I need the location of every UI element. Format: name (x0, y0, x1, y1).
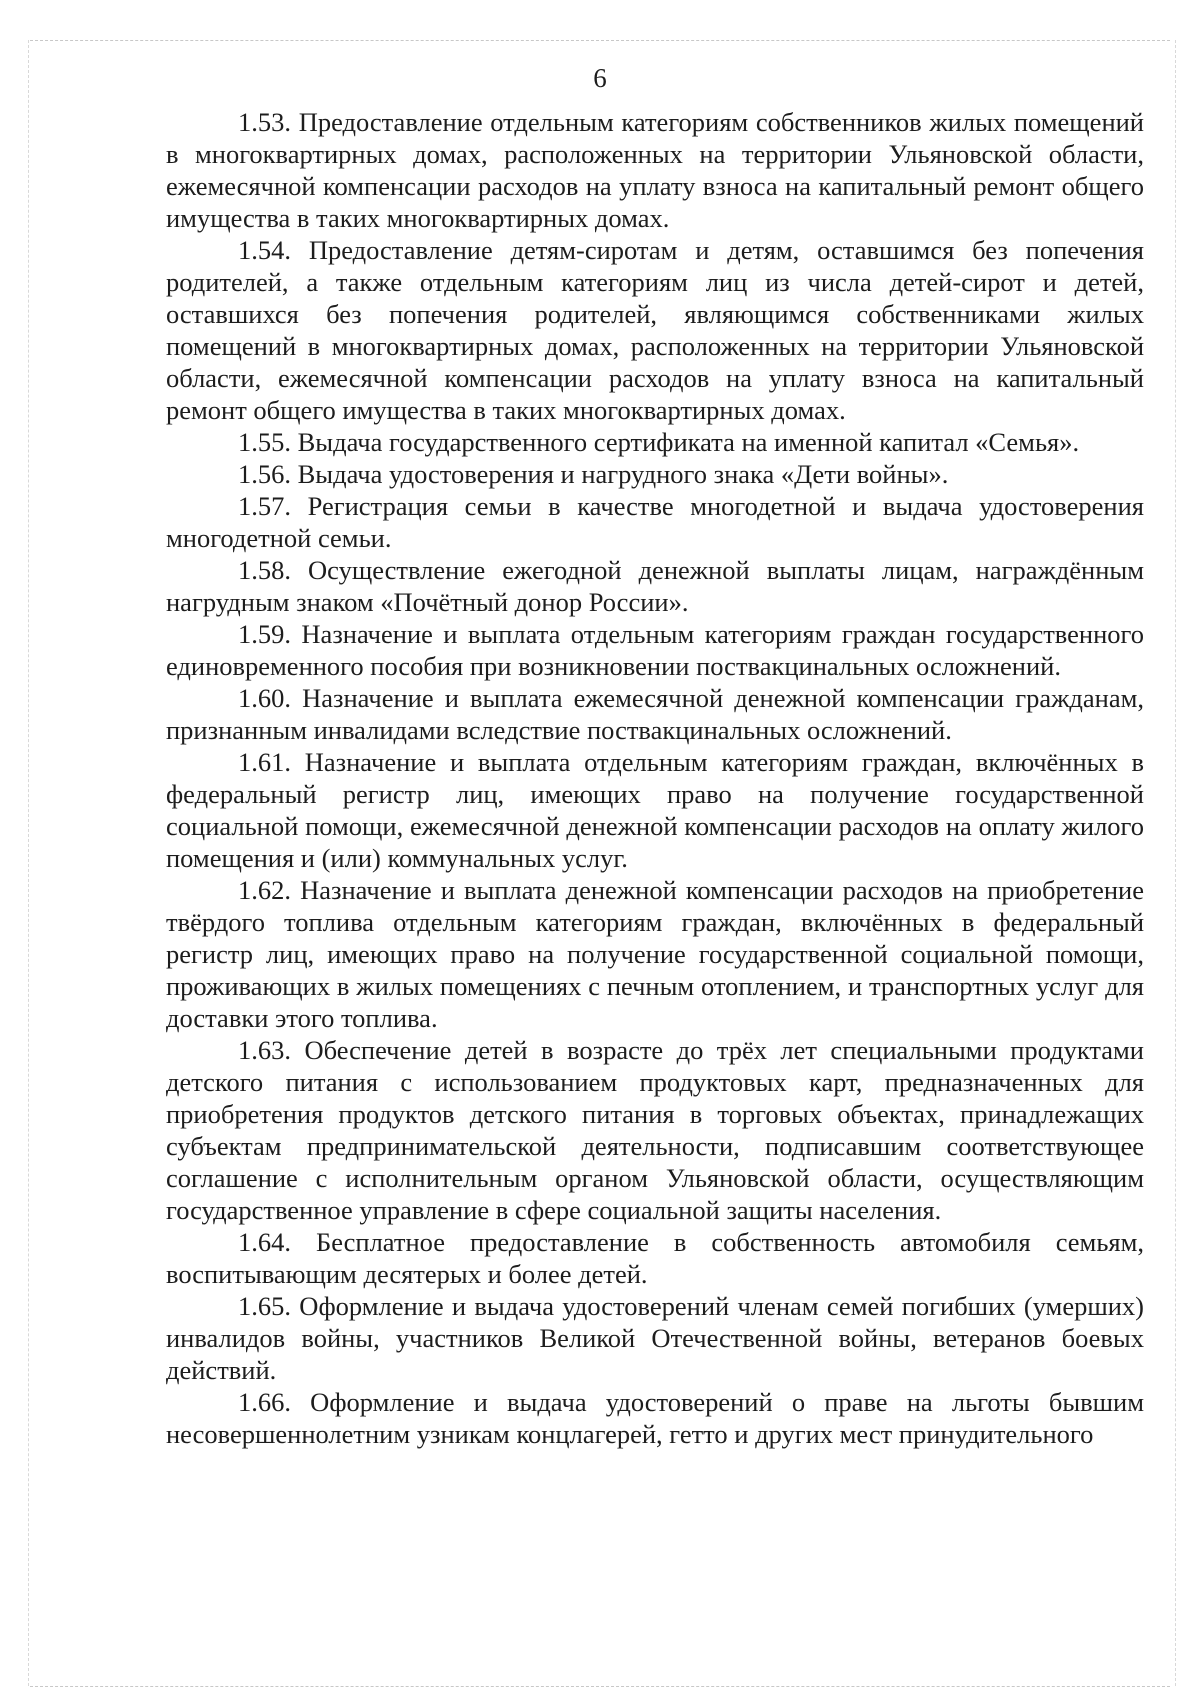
paragraph-1-60: 1.60. Назначение и выплата ежемесячной денежной компенсации гражданам, признанным инвалидами вследствие поствакцинальных осложнений. (166, 683, 1144, 745)
paragraph-1-61: 1.61. Назначение и выплата отдельным категориям граждан, включённых в федеральный регистр лиц, имеющих право на получение государственной социальной помощи, ежемесячной денежной компенсации расходов на оплату жилого помещения и (или) коммунальных услуг. (166, 747, 1144, 873)
paragraph-1-54: 1.54. Предоставление детям-сиротам и детям, оставшимся без попечения родителей, а также отдельным категориям лиц из числа детей-сирот и детей, оставшихся без попечения родителей, являющимся собственниками жилых помещений в многоквартирных домах, расположенных на территории Ульяновской области, ежемесячной компенсации расходов на уплату взноса на капитальный ремонт общего имущества в таких многоквартирных домах. (166, 235, 1144, 425)
paragraph-1-56: 1.56. Выдача удостоверения и нагрудного знака «Дети войны». (238, 459, 949, 489)
scan-edge-left (28, 40, 29, 1686)
paragraph-1-59: 1.59. Назначение и выплата отдельным категориям граждан государственного единовременного пособия при возникновении поствакцинальных осложнений. (166, 619, 1144, 681)
paragraph-1-55: 1.55. Выдача государственного сертификата на именной капитал «Семья». (238, 427, 1080, 457)
paragraph-1-63: 1.63. Обеспечение детей в возрасте до трёх лет специальными продуктами детского питания с использованием продуктовых карт, предназначенных для приобретения продуктов детского питания в торговых объектах, принадлежащих субъектам предпринимательской деятельности, подписавшим соответствующее соглашение с исполнительным органом Ульяновской области, осуществляющим государственное управление в сфере социальной защиты населения. (166, 1035, 1144, 1225)
paragraph-1-66: 1.66. Оформление и выдача удостоверений о праве на льготы бывшим несовершеннолетним узникам концлагерей, гетто и других мест принудительного (166, 1387, 1144, 1449)
paragraph-1-65: 1.65. Оформление и выдача удостоверений членам семей погибших (умерших) инвалидов войны, участников Великой Отечественной войны, ветеранов боевых действий. (166, 1291, 1144, 1385)
page-number: 6 (593, 63, 607, 93)
scan-edge-top (30, 40, 1170, 41)
scan-edge-right (1175, 40, 1176, 1686)
paragraph-1-53: 1.53. Предоставление отдельным категориям собственников жилых помещений в многоквартирных домах, расположенных на территории Ульяновской области, ежемесячной компенсации расходов на уплату взноса на капитальный ремонт общего имущества в таких многоквартирных домах. (166, 107, 1144, 233)
paragraph-1-57: 1.57. Регистрация семьи в качестве многодетной и выдача удостоверения многодетной семьи. (166, 491, 1144, 553)
scan-edge-bottom (30, 1686, 1170, 1687)
paragraph-1-58: 1.58. Осуществление ежегодной денежной выплаты лицам, награждённым нагрудным знаком «Почётный донор России». (166, 555, 1144, 617)
paragraph-1-62: 1.62. Назначение и выплата денежной компенсации расходов на приобретение твёрдого топлива отдельным категориям граждан, включённых в федеральный регистр лиц, имеющих право на получение государственной социальной помощи, проживающих в жилых помещениях с печным отоплением, и транспортных услуг для доставки этого топлива. (166, 875, 1144, 1033)
paragraph-1-64: 1.64. Бесплатное предоставление в собственность автомобиля семьям, воспитывающим десятерых и более детей. (166, 1227, 1144, 1289)
document-body (166, 106, 1144, 1450)
